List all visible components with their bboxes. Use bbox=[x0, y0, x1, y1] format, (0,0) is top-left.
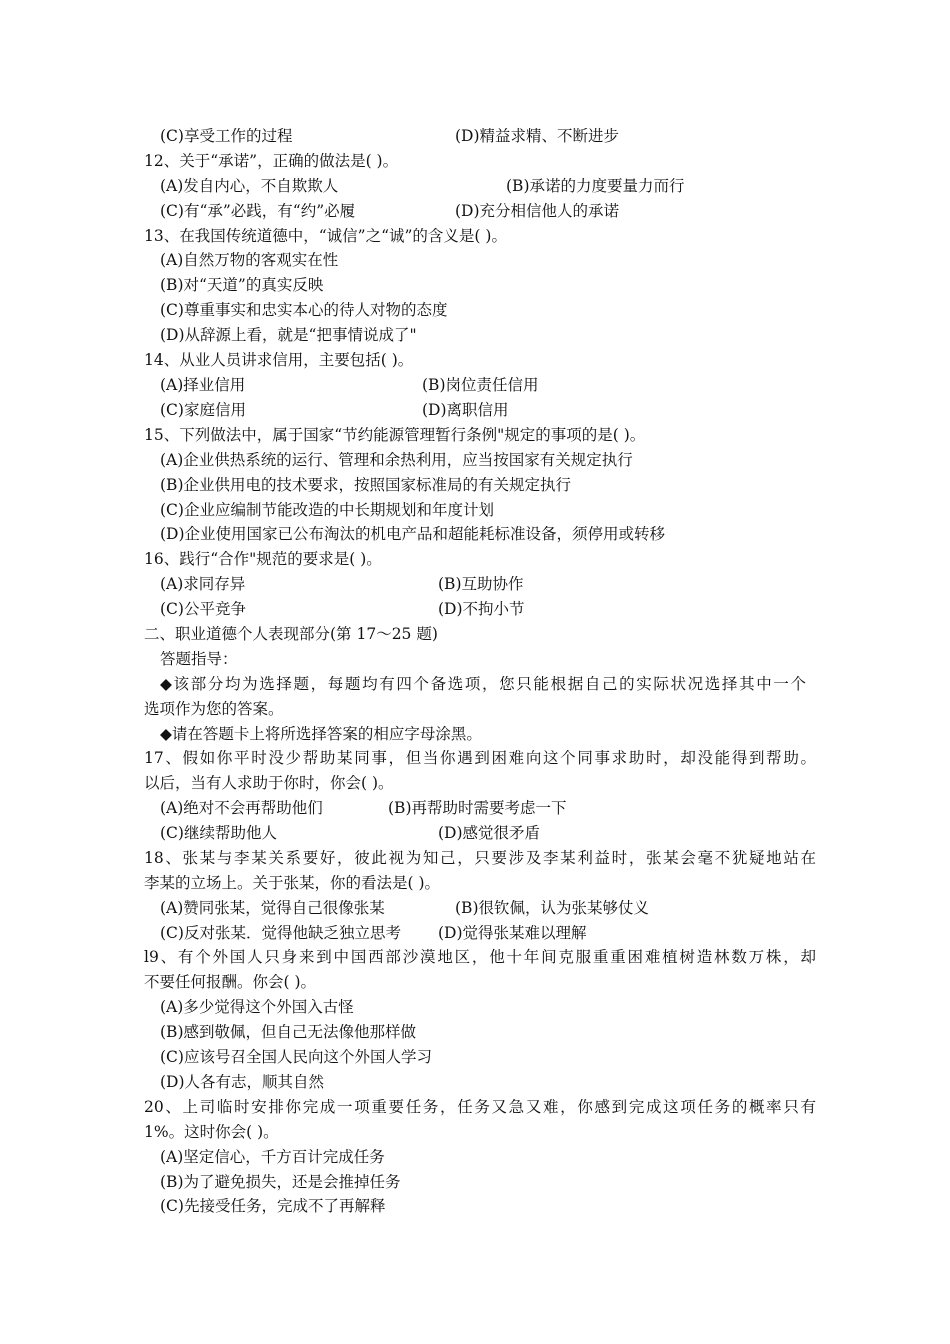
q20-stem-line-1: 20、上司临时安排你完成一项重要任务，任务又急又难，你感到完成这项任务的概率只有 bbox=[144, 1098, 816, 1116]
q17-option-d: (D)感觉很矛盾 bbox=[438, 824, 541, 842]
q16-option-c: (C)公平竞争 bbox=[160, 600, 246, 618]
guide-bullet-1-line-2: 选项作为您的答案。 bbox=[144, 700, 284, 718]
q18-option-d: (D)觉得张某难以理解 bbox=[438, 924, 587, 942]
guide-bullet-2: ◆请在答题卡上将所选择答案的相应字母涂黑。 bbox=[160, 725, 482, 743]
q16-option-d: (D)不拘小节 bbox=[438, 600, 525, 618]
q18-stem-line-2: 李某的立场上。关于张某，你的看法是( )。 bbox=[144, 874, 441, 892]
q12-option-d: (D)充分相信他人的承诺 bbox=[455, 202, 620, 220]
q17-stem-line-2: 以后，当有人求助于你时，你会( )。 bbox=[144, 774, 394, 792]
guide-bullet-1-line-1: ◆该部分均为选择题，每题均有四个备选项，您只能根据自己的实际状况选择其中一个 bbox=[160, 675, 806, 693]
q17-option-c: (C)继续帮助他人 bbox=[160, 824, 277, 842]
q18-option-c: (C)反对张某．觉得他缺乏独立思考 bbox=[160, 924, 401, 942]
q16-stem: 16、践行“合作"规范的要求是( )。 bbox=[144, 550, 382, 568]
q12-option-c: (C)有“承”必践，有“约”必履 bbox=[160, 202, 356, 220]
q12-stem: 12、关于“承诺”，正确的做法是( )。 bbox=[144, 152, 399, 170]
q20-option-a: (A)坚定信心，千方百计完成任务 bbox=[160, 1148, 385, 1166]
q15-option-b: (B)企业供用电的技术要求，按照国家标准局的有关规定执行 bbox=[160, 476, 571, 494]
q18-option-b: (B)很钦佩，认为张某够仗义 bbox=[455, 899, 649, 917]
q12-option-a: (A)发自内心，不自欺欺人 bbox=[160, 177, 339, 195]
q19-option-a: (A)多少觉得这个外国入古怪 bbox=[160, 998, 354, 1016]
q14-option-c: (C)家庭信用 bbox=[160, 401, 246, 419]
q17-option-b: (B)再帮助时需要考虑一下 bbox=[388, 799, 567, 817]
q15-option-d: (D)企业使用国家已公布淘汰的机电产品和超能耗标准设备，须停用或转移 bbox=[160, 525, 666, 543]
q11-option-d: (D)精益求精、不断进步 bbox=[455, 127, 620, 145]
q17-stem-line-1: 17、假如你平时没少帮助某同事，但当你遇到困难向这个同事求助时，却没能得到帮助。 bbox=[144, 749, 816, 767]
q15-option-c: (C)企业应编制节能改造的中长期规划和年度计划 bbox=[160, 501, 494, 519]
q16-option-a: (A)求同存异 bbox=[160, 575, 246, 593]
q18-stem-line-1: 18、张某与李某关系要好，彼此视为知己，只要涉及李某利益时，张某会毫不犹疑地站在 bbox=[144, 849, 816, 867]
q16-option-b: (B)互助协作 bbox=[438, 575, 524, 593]
answer-guide-label: 答题指导： bbox=[160, 650, 238, 668]
q14-stem: 14、从业人员讲求信用，主要包括( )。 bbox=[144, 351, 414, 369]
q17-option-a: (A)绝对不会再帮助他们 bbox=[160, 799, 323, 817]
q13-option-d: (D)从辞源上看，就是“把事情说成了" bbox=[160, 326, 417, 344]
q19-option-d: (D)人各有志，顺其自然 bbox=[160, 1073, 325, 1091]
q12-option-b: (B)承诺的力度要量力而行 bbox=[506, 177, 685, 195]
q20-stem-line-2: 1%。这时你会( )。 bbox=[144, 1123, 279, 1141]
q14-option-a: (A)择业信用 bbox=[160, 376, 246, 394]
q19-stem-line-2: 不要任何报酬。你会( )。 bbox=[144, 973, 317, 991]
q13-option-a: (A)自然万物的客观实在性 bbox=[160, 251, 339, 269]
q13-option-c: (C)尊重事实和忠实本心的待人对物的态度 bbox=[160, 301, 448, 319]
q14-option-d: (D)离职信用 bbox=[422, 401, 509, 419]
q19-option-c: (C)应该号召全国人民向这个外国人学习 bbox=[160, 1048, 432, 1066]
q11-option-c: (C)享受工作的过程 bbox=[160, 127, 293, 145]
q20-option-c: (C)先接受任务，完成不了再解释 bbox=[160, 1197, 386, 1215]
q15-option-a: (A)企业供热系统的运行、管理和余热利用，应当按国家有关规定执行 bbox=[160, 451, 633, 469]
q14-option-b: (B)岗位责任信用 bbox=[422, 376, 539, 394]
q15-stem: 15、下列做法中，属于国家“节约能源管理暂行条例"规定的事项的是( )。 bbox=[144, 426, 646, 444]
q19-option-b: (B)感到敬佩，但自己无法像他那样做 bbox=[160, 1023, 416, 1041]
q19-stem-line-1: l9、有个外国人只身来到中国西部沙漠地区，他十年间克服重重困难植树造林数万株，却 bbox=[144, 948, 816, 966]
q18-option-a: (A)赞同张某，觉得自己很像张某 bbox=[160, 899, 385, 917]
section-2-title: 二、职业道德个人表现部分(第 17～25 题) bbox=[144, 625, 438, 643]
q13-option-b: (B)对“天道”的真实反映 bbox=[160, 276, 324, 294]
q20-option-b: (B)为了避免损失，还是会推掉任务 bbox=[160, 1173, 401, 1191]
q13-stem: 13、在我国传统道德中，“诚信”之“诚”的含义是( )。 bbox=[144, 227, 507, 245]
